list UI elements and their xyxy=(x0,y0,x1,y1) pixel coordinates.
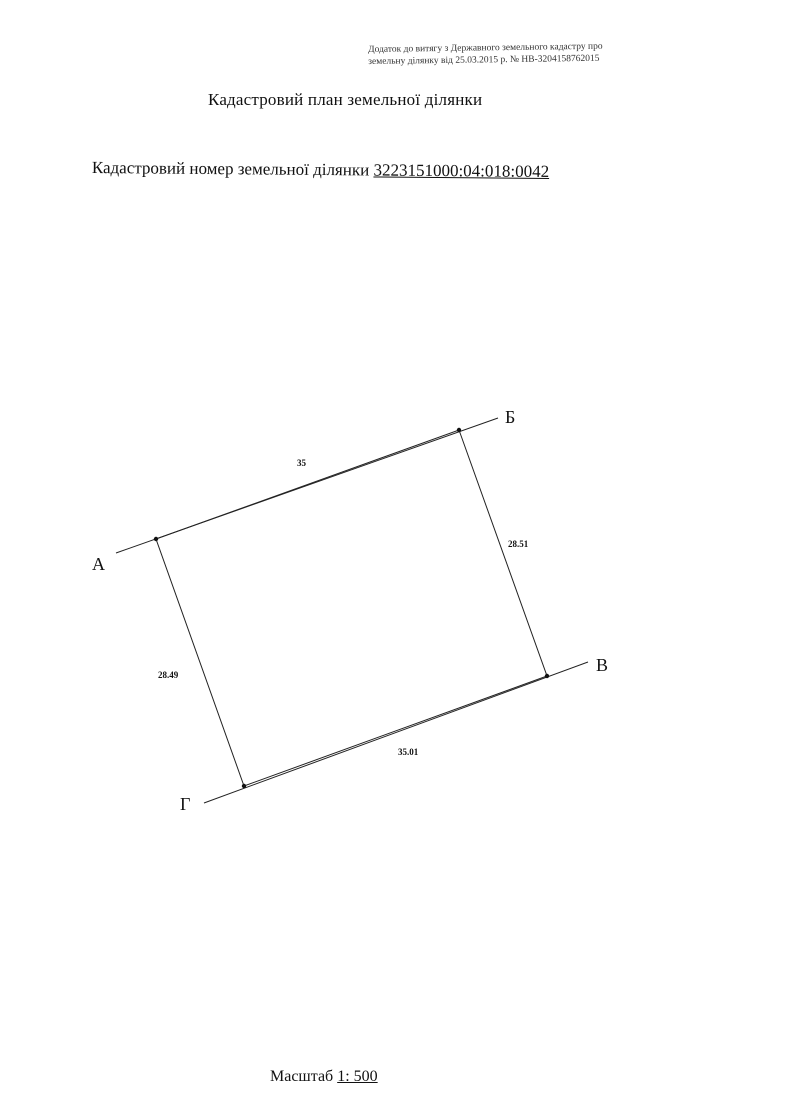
scale-label: Масштаб xyxy=(270,1068,334,1085)
corner-label-g: Г xyxy=(180,794,191,814)
vertex-b-marker xyxy=(457,428,461,432)
header-note-line-2: земельну ділянку від 25.03.2015 р. № НВ-3204158762015 xyxy=(368,53,600,67)
corner-label-v: В xyxy=(596,655,609,675)
extension-line-bottom xyxy=(204,662,588,803)
corner-label-b: Б xyxy=(505,407,516,427)
scale-value: 1: 500 xyxy=(337,1068,378,1085)
header-note-line-1: Додаток до витягу з Державного земельного кадастру про xyxy=(368,41,603,55)
plan-title: Кадастровий план земельної ділянки xyxy=(208,90,483,109)
corner-label-a: А xyxy=(92,554,105,574)
side-length-b-v: 28.51 xyxy=(508,539,529,549)
side-length-g-a: 28.49 xyxy=(158,670,179,680)
parcel-boundary xyxy=(156,430,547,786)
cadastral-number: 3223151000:04:018:0042 xyxy=(373,160,550,181)
vertex-v-marker xyxy=(545,674,549,678)
side-length-a-b: 35 xyxy=(297,458,306,468)
scale-line xyxy=(270,1068,378,1086)
vertex-a-marker xyxy=(154,537,158,541)
side-length-v-g: 35.01 xyxy=(398,747,419,757)
cadastral-label: Кадастровий номер земельної ділянки xyxy=(91,158,370,180)
vertex-g-marker xyxy=(242,784,246,788)
